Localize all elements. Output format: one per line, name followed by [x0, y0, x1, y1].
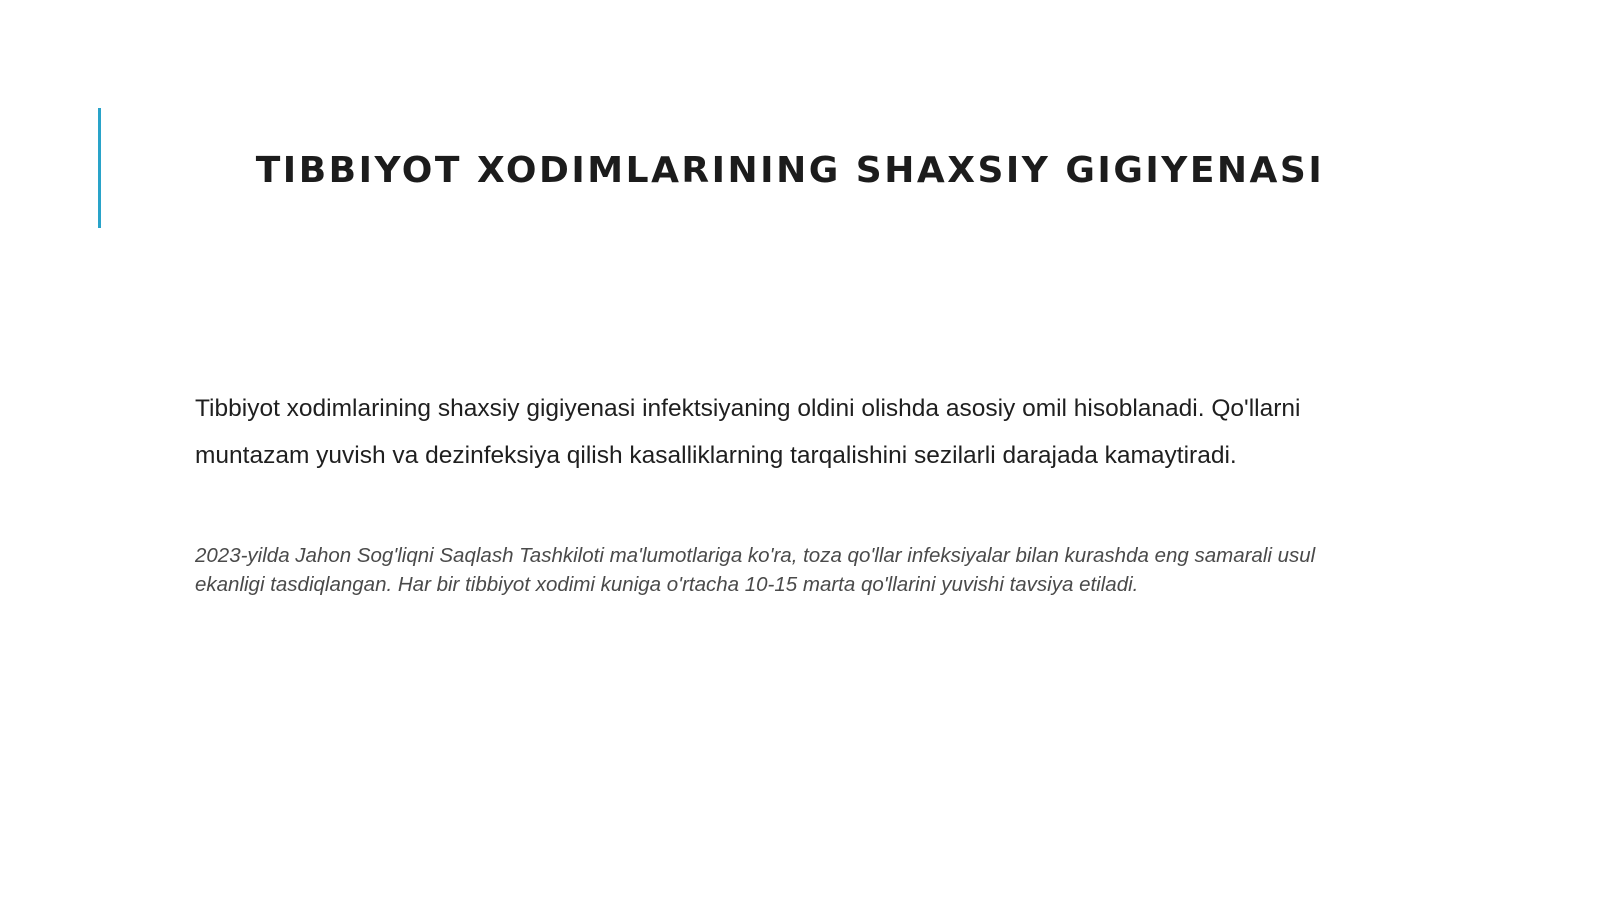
slide-title: TIBBIYOT XODIMLARINING SHAXSIY GIGIYENASI [255, 150, 1325, 191]
accent-bar [98, 108, 101, 228]
body-paragraph: Tibbiyot xodimlarining shaxsiy gigiyenasi infektsiyaning oldini olishda asosiy omil hisoblanadi. Qo'llarni muntazam yuvish va dezinfeksiya qilish kasalliklarning tarqalishini sezilarli darajada kamaytiradi. [195, 395, 1301, 469]
note-paragraph: 2023-yilda Jahon Sog'liqni Saqlash Tashkiloti ma'lumotlariga ko'ra, toza qo'llar infeksiyalar bilan kurashda eng samarali usul ekanligi tasdiqlangan. Har bir tibbiyot xodimi kuniga o'rtacha 10-15 marta qo'llarini yuvishi tavsiya etiladi. [195, 544, 1316, 596]
